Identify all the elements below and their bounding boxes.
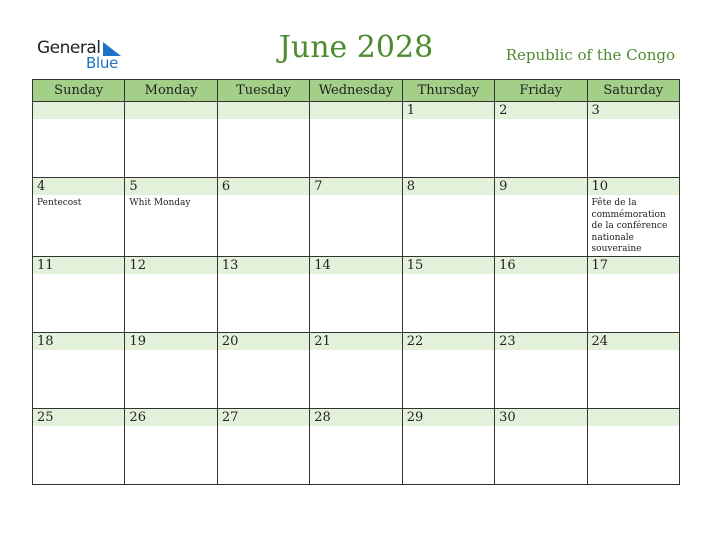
day-cell [310,256,402,332]
date-band [33,333,124,350]
day-cell [33,256,125,332]
day-number [33,102,124,103]
day-cell [495,332,587,408]
day-cell [125,408,217,484]
date-band [33,102,124,119]
date-band [310,409,401,426]
day-cell [33,408,125,484]
day-cell [125,102,217,178]
day-number: 28 [314,409,331,425]
day-cell [495,102,587,178]
date-band [218,333,309,350]
date-band [495,333,586,350]
calendar-grid [32,79,680,485]
day-number: 25 [37,409,54,425]
weekday-header: Tuesday [217,80,309,102]
date-band [495,178,586,195]
date-band [403,409,494,426]
day-cell [587,102,679,178]
day-cell [587,178,679,257]
day-number [125,102,216,103]
day-number: 10 [591,179,609,194]
date-band [495,409,586,426]
date-band [218,257,309,274]
date-band [403,102,494,119]
day-number: 27 [221,409,239,425]
weekday-header-row [33,80,680,102]
holiday-label: Pentecost [37,198,82,208]
date-band [310,102,401,119]
weekday-header: Thursday [402,80,494,102]
date-band [588,257,679,274]
date-band [125,409,216,426]
date-band [125,257,216,274]
weekday-header: Sunday [33,80,125,102]
day-number: 22 [406,333,424,349]
day-number: 26 [129,409,146,425]
date-band [403,333,494,350]
day-cell [310,178,402,257]
day-number: 20 [221,333,239,349]
day-cell [402,102,494,178]
day-number: 7 [314,179,323,194]
date-band [403,257,494,274]
day-cell [495,256,587,332]
day-cell [217,178,309,257]
day-cell [217,408,309,484]
week-row [33,332,680,408]
day-cell [33,178,125,257]
day-number: 29 [406,409,424,425]
day-number: 23 [499,333,516,349]
day-cell [217,256,309,332]
date-band [33,178,124,195]
day-cell [587,332,679,408]
week-row [33,178,680,257]
date-band [125,102,216,119]
day-number: 12 [129,257,146,273]
holiday-label: Whit Monday [129,198,191,208]
day-cell [402,178,494,257]
day-cell [495,178,587,257]
weekday-header: Saturday [587,80,679,102]
day-cell [125,178,217,257]
date-band [125,178,216,195]
day-number: 13 [221,257,239,273]
day-cell [587,256,679,332]
day-cell [402,332,494,408]
date-band [33,257,124,274]
day-number: 19 [129,333,146,349]
day-cell [402,408,494,484]
week-row [33,256,680,332]
day-number: 8 [406,179,415,194]
day-cell [402,256,494,332]
day-number: 24 [591,333,609,349]
day-number: 1 [406,103,415,118]
date-band [218,409,309,426]
day-number: 14 [314,257,331,273]
country-name: Republic of the Congo [505,46,675,64]
date-band [310,257,401,274]
day-number: 5 [129,179,138,194]
day-number [588,409,679,410]
date-band [403,178,494,195]
date-band [218,178,309,195]
weekday-header: Monday [125,80,217,102]
date-band [310,178,401,195]
date-band [125,333,216,350]
logo-general-text: General [37,38,101,58]
day-cell [310,102,402,178]
day-number: 11 [37,257,54,273]
date-band [588,409,679,426]
date-band [310,333,401,350]
day-number: 18 [37,333,54,349]
day-cell [495,408,587,484]
day-cell [125,256,217,332]
date-band [33,409,124,426]
day-cell [587,408,679,484]
day-number: 2 [499,103,508,118]
date-band [218,102,309,119]
day-cell [125,332,217,408]
date-band [588,178,679,195]
day-cell [217,102,309,178]
week-row [33,102,680,178]
date-band [588,333,679,350]
day-number: 30 [499,409,516,425]
day-number [218,102,309,103]
day-number: 6 [221,179,231,194]
day-cell [310,332,402,408]
day-number: 3 [591,103,600,118]
day-number: 4 [37,179,46,194]
day-cell [33,332,125,408]
day-number: 16 [499,257,516,273]
date-band [588,102,679,119]
day-number: 17 [591,257,609,273]
day-number: 21 [314,333,331,349]
day-number: 15 [406,257,424,273]
date-band [495,102,586,119]
day-number [310,102,401,103]
week-row [33,408,680,484]
logo-blue-text: Blue [86,54,118,72]
weekday-header: Friday [495,80,587,102]
calendar-title: June 2028 [278,30,434,65]
day-cell [310,408,402,484]
weekday-header: Wednesday [310,80,402,102]
date-band [495,257,586,274]
day-number: 9 [499,179,508,194]
day-cell [33,102,125,178]
holiday-label: Fête de la commémoration de la conférence nationale souveraine [591,198,668,254]
day-cell [217,332,309,408]
